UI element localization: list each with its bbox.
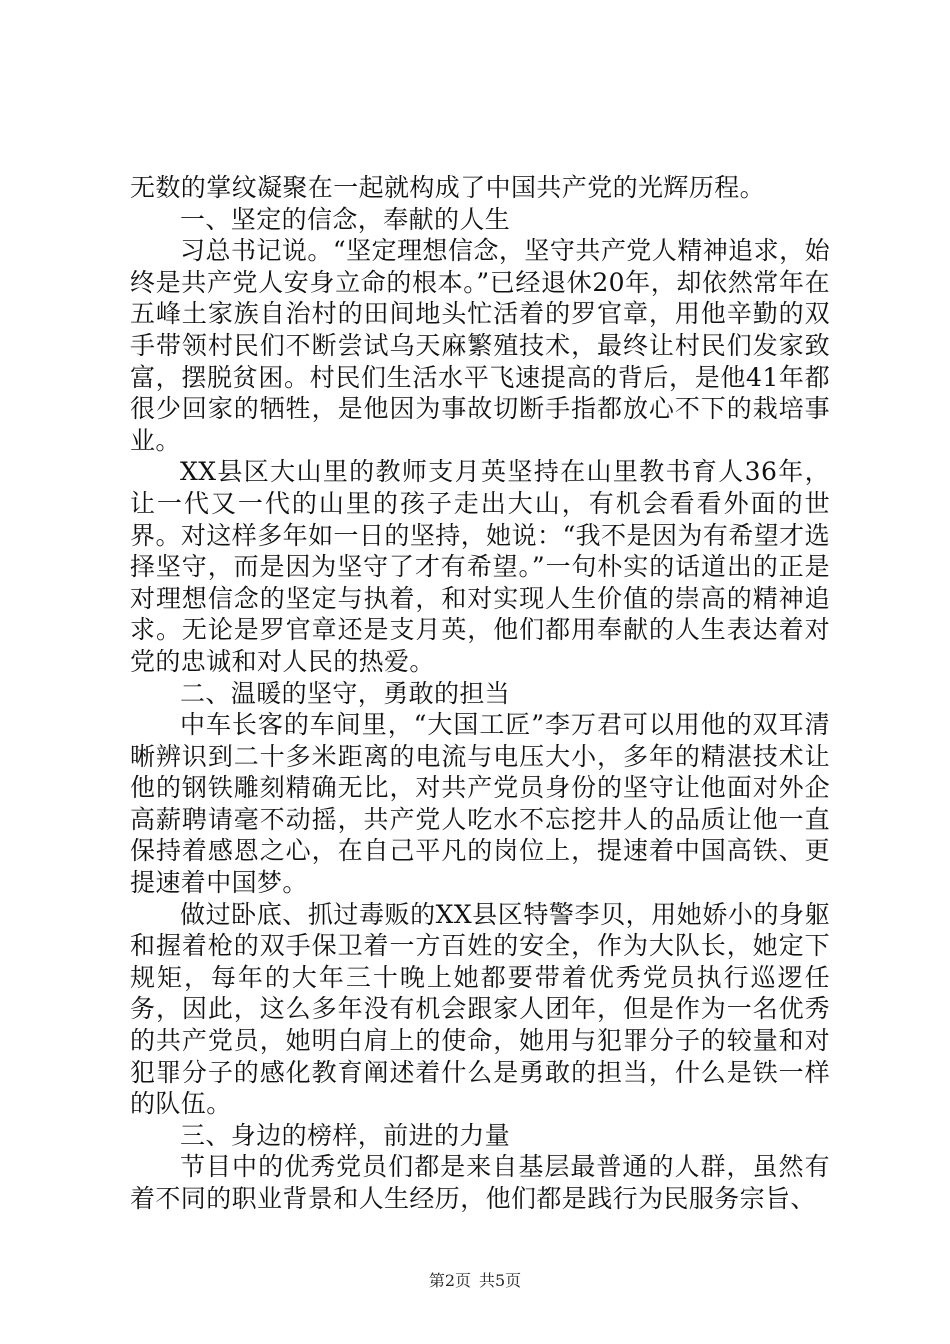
paragraph: XX县区大山里的教师支月英坚持在山里教书育人36年，让一代又一代的山里的孩子走出大山，有机会看看外面的世界。对这样多年如一日的坚持，她说：“我不是因为有希望才选择坚守，而是因为坚守了才有希望。”一句朴实的话道出的正是对理想信念的坚定与执着，和对实现人生价值的崇高的精神追求。无论是罗官章还是支月英，他们都用奉献的人生表达着对党的忠诚和对人民的热爱。 bbox=[130, 457, 830, 676]
section-heading-1: 一、坚定的信念，奉献的人生 bbox=[180, 204, 511, 234]
page-number: 第2页 bbox=[428, 1271, 471, 1290]
paragraph: 做过卧底、抓过毒贩的XX县区特警李贝，用她娇小的身躯和握着枪的双手保卫着一方百姓的安全，作为大队长，她定下规矩，每年的大年三十晚上她都要带着优秀党员执行巡逻任务，因此，这么多年没有机会跟家人团年，但是作为一名优秀的共产党员，她明白肩上的使命，她用与犯罪分子的较量和对犯罪分子的感化教育阐述着什么是勇敢的担当，什么是铁一样的队伍。 bbox=[130, 899, 830, 1119]
paragraph: 习总书记说。“坚定理想信念，坚守共产党人精神追求，始终是共产党人安身立命的根本。”已经退休20年，却依然常年在五峰土家族自治村的田间地头忙活着的罗官章，用他辛勤的双手带领村民们不断尝试乌天麻繁殖技术，最终让村民们发家致富，摆脱贫困。村民们生活水平飞速提高的背后，是他41年都很少回家的牺牲，是他因为事故切断手指都放心不下的栽培事业。 bbox=[130, 236, 830, 455]
page-total: 共5页 bbox=[479, 1271, 522, 1290]
section-heading-2: 二、温暖的坚守，勇敢的担当 bbox=[180, 678, 511, 708]
paragraph: 中车长客的车间里，“大国工匠”李万君可以用他的双耳清晰辨识到二十多米距离的电流与电压大小，多年的精湛技术让他的钢铁雕刻精确无比，对共产党员身份的坚守让他面对外企高薪聘请毫不动摇，共产党人吃水不忘挖井人的品质让他一直保持着感恩之心，在自己平凡的岗位上，提速着中国高铁、更提速着中国梦。 bbox=[130, 710, 830, 898]
section-heading-3: 三、身边的榜样，前进的力量 bbox=[180, 1120, 511, 1150]
page-footer bbox=[0, 1271, 950, 1291]
paragraph-continuation: 无数的掌纹凝聚在一起就构成了中国共产党的光辉历程。 bbox=[130, 173, 766, 202]
paragraph: 节目中的优秀党员们都是来自基层最普通的人群，虽然有着不同的职业背景和人生经历，他们都是践行为民服务宗旨、 bbox=[130, 1152, 830, 1213]
document-body bbox=[130, 172, 830, 1215]
